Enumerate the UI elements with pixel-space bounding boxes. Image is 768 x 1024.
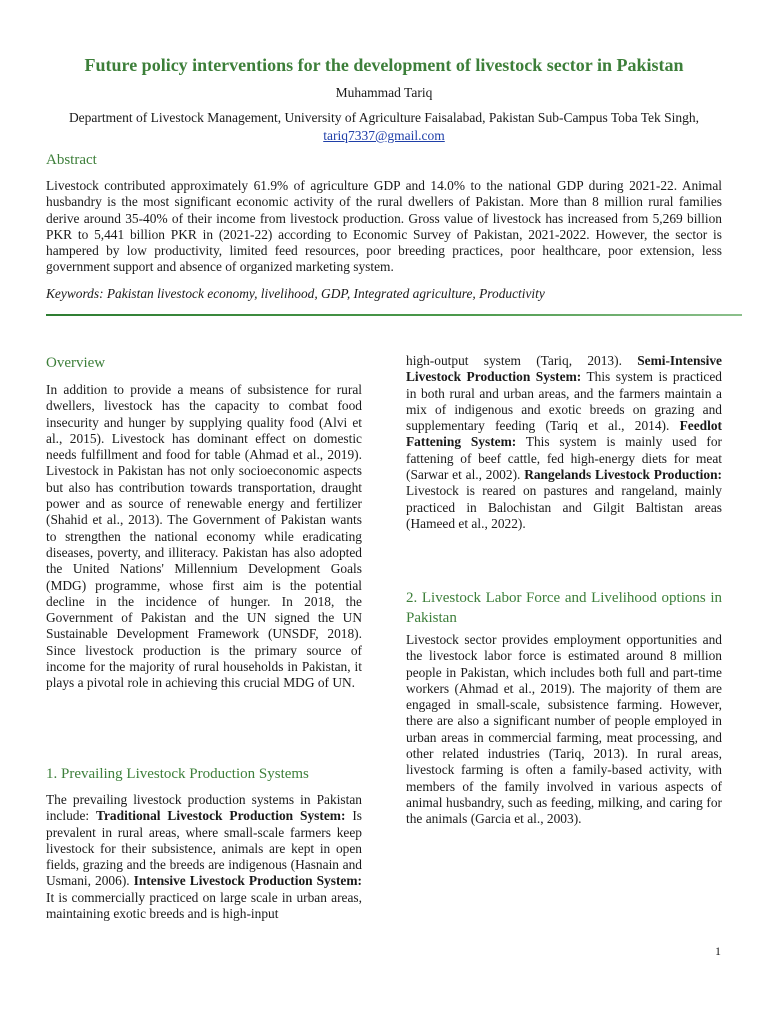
keywords: Keywords: Pakistan livestock economy, livelihood, GDP, Integrated agriculture, Productivity	[46, 286, 545, 301]
email-link[interactable]: tariq7337@gmail.com	[323, 128, 445, 143]
systems-paragraph-part2	[406, 353, 722, 532]
abstract-text: Livestock contributed approximately 61.9% of agriculture GDP and 14.0% to the national GDP during 2021-22. Animal husbandry is the most significant economic activity of the rural dwellers of Pakistan. More than 8 million rural families derive around 35-40% of their income from livestock production. Gross value of livestock has increased from 5,269 billion PKR to 5,441 billion PKR in (2021-22) according to Economic Survey of Pakistan, 2021-2022. However, the sector is hampered by low productivity, limited feed resources, poor breeding practices, poor healthcare, poor extension, less government support and absence of organized marketing system.	[46, 178, 722, 275]
labor-heading: 2. Livestock Labor Force and Livelihood options in Pakistan	[406, 590, 722, 626]
systems-body-left	[46, 792, 362, 922]
traditional-text: Is prevalent in rural areas, where small-scale farmers keep livestock for their subsistence, animals are kept in open fields, grazing and the breeds are indigenous (Hasnain and Usmani, 2006).	[46, 808, 362, 889]
semi-intensive-label: Semi-Intensive Livestock Production System:	[406, 353, 722, 385]
paper-title: Future policy interventions for the development of livestock sector in Pakistan	[84, 55, 684, 75]
overview-body	[46, 382, 362, 692]
author-name: Muhammad Tariq	[335, 85, 433, 100]
section-divider	[46, 314, 742, 316]
page-number: 1	[715, 944, 721, 958]
intensive-text-end: high-output system (Tariq, 2013).	[406, 353, 638, 368]
feedlot-text: This system is mainly used for fattening of beef cattle, fed high-energy diets for meat (Sarwar et al., 2002).	[406, 434, 722, 483]
systems-intro: The prevailing livestock production systems in Pakistan include:	[46, 792, 362, 824]
rangelands-text: Livestock is reared on pastures and rangeland, mainly practiced in Balochistan and Gilgit Baltistan areas (Hameed et al., 2022).	[406, 483, 722, 531]
author-email	[0, 128, 768, 144]
systems-paragraph-part1	[46, 792, 362, 922]
overview-paragraph: In addition to provide a means of subsistence for rural dwellers, livestock has the capacity to combat food insecurity and hunger by supplying quality food (Alvi et al., 2015). Livestock has dominant effect on domestic needs fulfillment and food for table (Ahmad et al., 2019). Livestock in Pakistan has not only socioeconomic aspects but also has contribution towards transportation, draught power and as source of renewable energy and fertilizer (Shahid et al., 2013). The Government of Pakistan wants to strengthen the national economy while eradicating diseases, poverty, and illiteracy. Pakistan has also adopted the United Nations' Millennium Development Goals (MDG) programme, whose first aim is the potential decline in the incidence of hunger. In 2018, the Government of Pakistan and the UN signed the UN Sustainable Development Framework (UNSDF, 2018). Since livestock production is the primary source of income for the majority of rural households in Pakistan, it plays a pivotal role in achieving this crucial MDG of UN.	[46, 382, 362, 691]
systems-body-right	[406, 353, 722, 532]
author-affiliation: Department of Livestock Management, University of Agriculture Faisalabad, Pakistan Sub-Campus Toba Tek Singh,	[68, 110, 700, 125]
labor-body	[406, 632, 722, 828]
systems-heading: 1. Prevailing Livestock Production Systems	[46, 766, 309, 782]
abstract-heading: Abstract	[46, 152, 97, 168]
intensive-text-start: It is commercially practiced on large scale in urban areas, maintaining exotic breeds and is high-input	[46, 889, 362, 922]
traditional-label: Traditional Livestock Production System:	[96, 808, 346, 824]
intensive-label: Intensive Livestock Production System:	[133, 873, 362, 889]
rangelands-label: Rangelands Livestock Production:	[524, 467, 722, 483]
feedlot-label: Feedlot Fattening System:	[406, 418, 722, 450]
overview-heading: Overview	[46, 355, 106, 371]
semi-intensive-text: This system is practiced in both rural and urban areas, and the farmers maintain a mix of indigenous and exotic breeds on grazing and supplementary feeding (Tariq et al., 2014).	[406, 369, 722, 434]
labor-paragraph: Livestock sector provides employment opportunities and the livestock labor force is estimated around 8 million people in Pakistan, which includes both full and part-time workers (Ahmad et al., 2019). The majority of them are engaged in small-scale, subsistence farming. However, there are also a significant number of people employed in urban areas in commercial farming, meat processing, and other related industries (Tariq, 2013). In rural areas, livestock farming is often a family-based activity, with members of the family involved in various aspects of animal husbandry, such as feeding, milking, and caring for the animals (Garcia et al., 2003).	[406, 632, 722, 827]
